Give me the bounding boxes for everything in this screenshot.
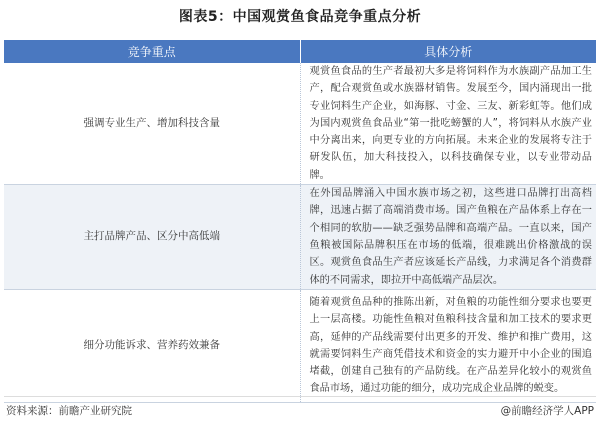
brand-credit: @前瞻经济学人APP [500,405,594,417]
table-row [4,289,596,402]
row-focus: 强调专业生产、增加科技含量 [4,63,300,185]
table-header-row [4,40,596,63]
row-focus: 细分功能诉求、营养药效兼备 [4,289,300,402]
competition-table [4,40,596,403]
table-row [4,185,596,290]
source-note: 资料来源：前瞻产业研究院 [6,405,132,417]
footer-divider [4,396,596,397]
header-analysis: 具体分析 [300,40,596,63]
row-analysis: 在外国品牌涌入中国水族市场之初，这些进口品牌打出高档牌，迅速占据了高端消费市场。国产鱼粮在产品体系上存在一个相同的软肋——缺乏强势品牌和高端产品。一直以来，国产鱼粮被国际品牌积压在市场的低端，很难跳出价格激战的误区。观赏鱼食品生产者应该延长产品线，力求满足各个消费群体的不同需求，即拉开中高低端产品层次。 [300,185,596,290]
header-focus: 竞争重点 [4,40,300,63]
row-analysis: 随着观赏鱼品种的推陈出新，对鱼粮的功能性细分要求也要更上一层高楼。功能性鱼粮对鱼粮科技含量和加工技术的要求更高，延伸的产品线需要付出更多的开发、维护和推广费用，这就需要饲料生产商凭借技术和资金的实力避开中小企业的围追堵截，创建自己独有的产品防线。在产品差异化较小的观赏鱼食品市场，通过功能的细分，成功完成企业品牌的蜕变。 [300,289,596,402]
chart-title: 图表5：中国观赏鱼食品竞争重点分析 [178,9,422,25]
row-analysis: 观赏鱼食品的生产者最初大多是将饲料作为水族副产品加工生产，配合观赏鱼或水族器材销售。发展至今，国内涌现出一批专业饲料生产企业，如海豚、寸金、三友、新彩虹等。他们成为国内观赏鱼食品业“第一批吃螃蟹的人”，将饲料从水族产业中分离出来，向更专业的方向拓展。未来企业的发展将专注于研发队伍，加大科技投入，以科技确保专业，以专业带动品牌。 [300,63,596,185]
table-row [4,63,596,185]
row-focus: 主打品牌产品、区分中高低端 [4,185,300,290]
